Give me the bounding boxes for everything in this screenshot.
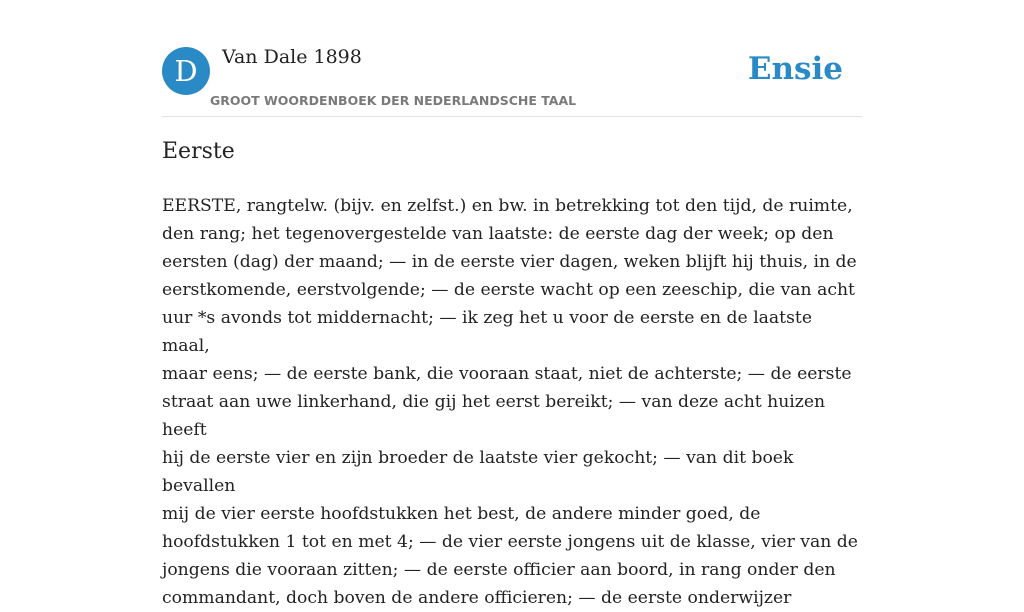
entry-title: Eerste xyxy=(162,139,235,164)
header xyxy=(162,40,862,117)
brand-logo[interactable]: Ensie xyxy=(747,51,843,87)
source-title[interactable]: Van Dale 1898 xyxy=(222,46,362,68)
dictionary-logo-icon[interactable]: D xyxy=(162,47,210,95)
source-subtitle: GROOT WOORDENBOEK DER NEDERLANDSCHE TAAL xyxy=(210,93,577,108)
entry-definition: EERSTE, rangtelw. (bijv. en zelfst.) en bw. in betrekking tot den tijd, de ruimte, den rang; het tegenovergestelde van laatste: de eerste dag der week; op den eersten (dag) der maand; — in de eerste vier dagen, weken blijft hij thuis, in de eerstkomende, eerstvolgende; — de eerste wacht op een zeeschip, die van acht uur *s avonds tot middernacht; — ik zeg het u voor de eerste en de laatste maal, maar eens; — de eerste bank, die vooraan staat, niet de achterste; — de eerste straat aan uwe linkerhand, die gij het eerst bereikt; — van deze acht huizen heeft hij de eerste vier en zijn broeder de laatste vier gekocht; — van dit boek bevallen mij de vier eerste hoofdstukken het best, de andere minder goed, de hoofdstukken 1 tot en met 4; — de vier eerste jongens uit de klasse, vier van de jongens die vooraan zitten; — de eerste officier aan boord, in rang onder den commandant, doch boven de andere officieren; — de eerste onderwijzer xyxy=(162,196,858,608)
